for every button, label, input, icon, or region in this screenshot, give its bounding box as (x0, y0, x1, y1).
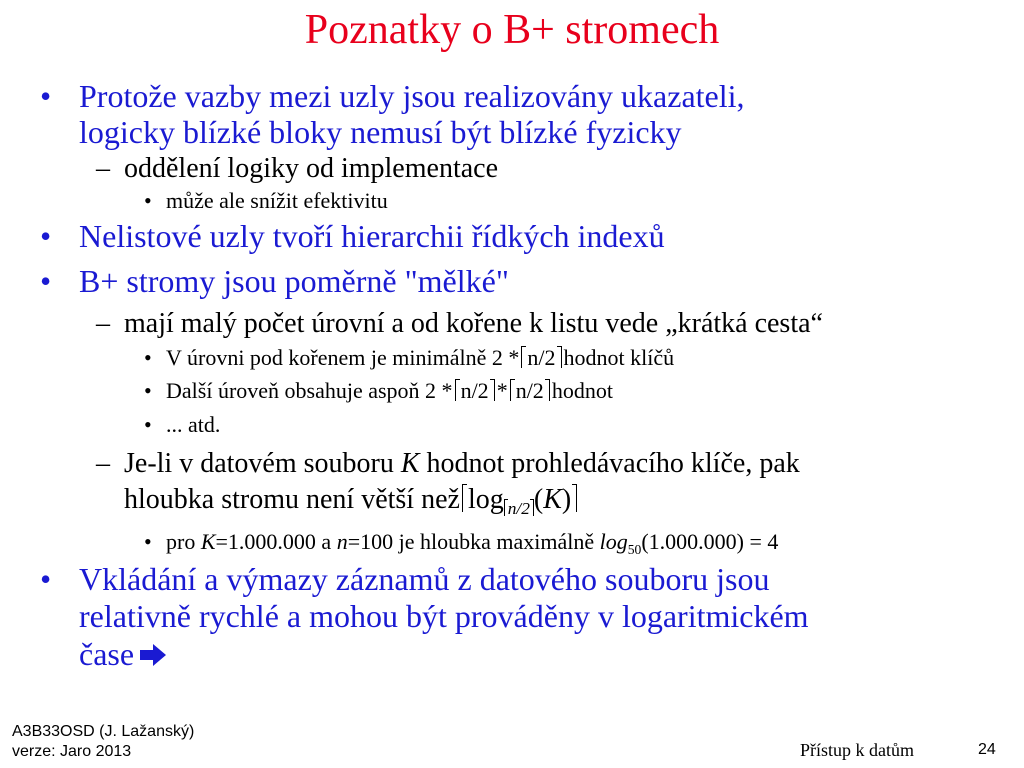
footer-section: Přístup k datům (800, 740, 915, 760)
bullet-3: B+ stromy jsou poměrně "mělké" (79, 263, 509, 299)
text: hodnot prohledávacího klíče, pak (419, 448, 800, 479)
bullet-3-sub-1-item-2 (166, 378, 613, 404)
ceil-right-icon (557, 346, 562, 368)
bullet-1-sub-1-sub-1: může ale snížit efektivitu (166, 188, 388, 213)
text: čase (79, 636, 135, 672)
ceil-right-icon (545, 379, 550, 401)
log-label: log (467, 484, 504, 516)
bullet-4-line-1: Vkládání a výmazy záznamů z datového souboru jsou (79, 561, 770, 597)
bullet-marker: • (40, 561, 52, 597)
var-k: K (400, 448, 420, 479)
bullet-marker: • (40, 263, 52, 299)
text: n/2 (515, 378, 544, 403)
text: hodnot klíčů (563, 345, 675, 370)
text: =1.000.000 a (215, 529, 337, 554)
text: n/2 (507, 499, 530, 519)
bullet-marker-small: • (144, 412, 152, 437)
log-base: 50 (627, 541, 642, 557)
log-label: log (599, 529, 628, 554)
text: Další úroveň obsahuje aspoň 2 * (166, 378, 453, 403)
text: n/2 (460, 378, 489, 403)
var-k: K (543, 484, 562, 516)
bullet-marker-small: • (144, 529, 152, 554)
bullet-marker-small: • (144, 378, 152, 403)
ceil-left-icon (521, 346, 526, 368)
bullet-4-line-2: relativně rychlé a mohou být prováděny v logaritmickém (79, 598, 809, 634)
ceil-left-icon (462, 484, 467, 512)
right-arrow-icon (138, 638, 168, 674)
bullet-3-sub-1-item-1 (166, 345, 674, 371)
bullet-3-sub-1-item-3: ... atd. (166, 412, 221, 437)
bullet-marker: • (40, 78, 52, 114)
text: pro (166, 529, 201, 554)
bullet-marker-small: • (144, 188, 152, 213)
ceil-right-icon (490, 379, 495, 401)
text: * (496, 378, 508, 403)
ceil-right-icon (572, 484, 577, 512)
bullet-marker-small: • (144, 345, 152, 370)
text: Je-li v datovém souboru (124, 448, 401, 479)
bullet-3-sub-1: mají malý počet úrovní a od kořene k listu vede „krátká cesta“ (124, 308, 823, 339)
text: n/2 (527, 345, 556, 370)
bullet-1-line-2: logicky blízké bloky nemusí být blízké fyzicky (79, 114, 682, 150)
bullet-1-sub-1: oddělení logiky od implementace (124, 153, 499, 184)
footer-course: A3B33OSD (J. Lažanský) (12, 723, 195, 740)
bullet-3-sub-2-item-1 (166, 529, 778, 555)
slide-title: Poznatky o B+ stromech (304, 7, 720, 53)
text: hodnot (551, 378, 613, 403)
ceil-left-icon (455, 379, 460, 401)
var-n: n (336, 529, 348, 554)
text: =100 je hloubka maximálně (347, 529, 600, 554)
text: ) (561, 484, 572, 516)
bullet-3-sub-2-line-1 (124, 448, 800, 480)
bullet-4-line-3 (79, 636, 168, 674)
text: hloubka stromu není větší než (124, 484, 460, 516)
bullet-marker: • (40, 218, 52, 254)
dash-marker: – (96, 153, 110, 184)
log-base (504, 499, 534, 518)
footer-version: verze: Jaro 2013 (12, 743, 132, 760)
var-k: K (200, 529, 216, 554)
page-number: 24 (978, 741, 996, 758)
dash-marker: – (96, 308, 110, 339)
bullet-3-sub-2-line-2 (124, 484, 579, 519)
text: ( (533, 484, 544, 516)
footer-left (12, 722, 194, 762)
text: (1.000.000) = 4 (641, 529, 779, 554)
bullet-2: Nelistové uzly tvoří hierarchii řídkých indexů (79, 218, 665, 254)
ceil-left-icon (510, 379, 515, 401)
bullet-1-line-1: Protože vazby mezi uzly jsou realizovány ukazateli, (79, 78, 745, 114)
dash-marker: – (96, 448, 110, 479)
text: V úrovni pod kořenem je minimálně 2 * (166, 345, 520, 370)
